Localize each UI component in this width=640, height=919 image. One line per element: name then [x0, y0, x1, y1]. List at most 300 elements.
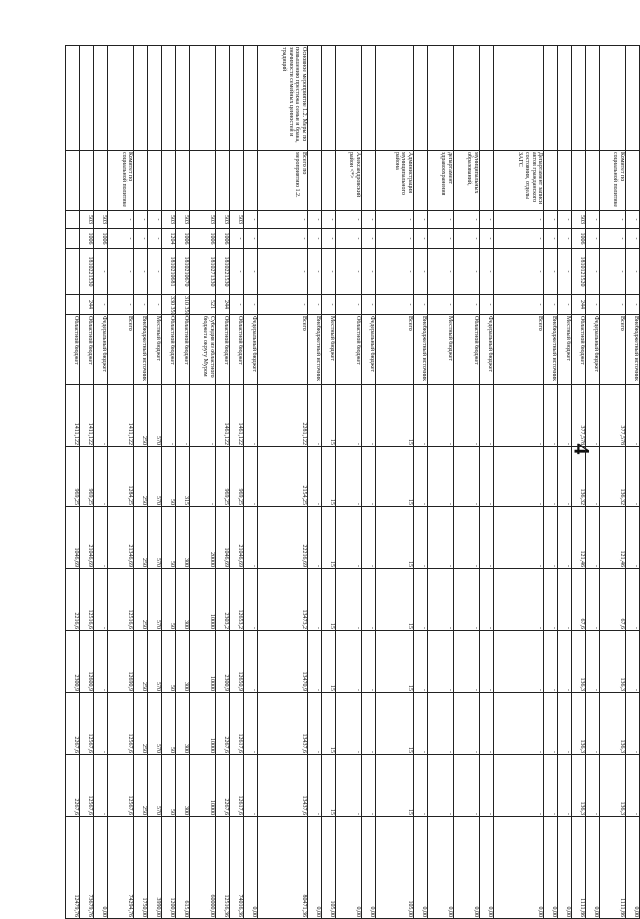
- table-cell: -: [335, 249, 361, 295]
- table-cell: -: [558, 755, 572, 817]
- table-cell: 503: [215, 211, 229, 229]
- table-cell: -: [243, 385, 257, 447]
- table-cell: -: [243, 295, 257, 315]
- table-cell: -: [94, 295, 108, 315]
- table-cell: 20000: [189, 507, 215, 569]
- table-cell: [229, 151, 243, 211]
- table-cell: Областной бюджет: [229, 315, 243, 385]
- table-cell: [175, 151, 189, 211]
- table-cell: 105,00: [321, 817, 335, 919]
- table-row: [94, 46, 108, 919]
- table-cell: -: [494, 569, 544, 631]
- table-cell: 250: [134, 755, 148, 817]
- table-cell: -: [586, 385, 600, 447]
- table-row: [454, 46, 480, 919]
- table-cell: 2216,6: [66, 569, 80, 631]
- table-cell: 1006: [94, 229, 108, 249]
- table-cell: 12653,2: [229, 569, 243, 631]
- table-row: [189, 46, 215, 919]
- table-cell: -: [189, 385, 215, 447]
- table-cell: -: [414, 755, 428, 817]
- table-cell: -: [414, 211, 428, 229]
- table-cell: -: [134, 211, 148, 229]
- table-cell: -: [361, 755, 375, 817]
- table-cell: -: [558, 385, 572, 447]
- table-cell: 503: [162, 211, 176, 229]
- table-cell: 0,00: [243, 817, 257, 919]
- table-cell: -: [335, 507, 361, 569]
- table-cell: 13437,6: [257, 693, 307, 755]
- table-cell: -: [544, 755, 558, 817]
- table-cell: 15: [321, 447, 335, 507]
- table-row: [321, 46, 335, 919]
- table-cell: -: [558, 295, 572, 315]
- table-cell: Всего: [257, 315, 307, 385]
- table-cell: -: [626, 631, 640, 693]
- table-cell: 15: [321, 569, 335, 631]
- table-cell: 503: [94, 211, 108, 229]
- table-cell: [215, 46, 229, 151]
- table-cell: -: [308, 447, 322, 507]
- table-cell: -: [414, 631, 428, 693]
- table-cell: -: [361, 249, 375, 295]
- table-cell: [544, 151, 558, 211]
- table-cell: [66, 151, 80, 211]
- table-cell: -: [427, 229, 453, 249]
- table-cell: -: [361, 385, 375, 447]
- table-cell: -: [558, 229, 572, 249]
- table-cell: 300: [175, 755, 189, 817]
- table-cell: 12516,6: [108, 569, 134, 631]
- table-cell: -: [375, 211, 413, 229]
- table-cell: 15: [321, 693, 335, 755]
- table-cell: 12650,9: [229, 631, 243, 693]
- table-cell: -: [375, 229, 413, 249]
- table-cell: -: [308, 249, 322, 295]
- table-cell: 250: [134, 447, 148, 507]
- table-cell: [66, 46, 80, 151]
- table-cell: 1006: [215, 229, 229, 249]
- table-cell: -: [600, 295, 626, 315]
- table-cell: -: [494, 693, 544, 755]
- table-cell: -: [558, 211, 572, 229]
- table-cell: 2303,2: [215, 569, 229, 631]
- table-cell: 1750,00: [134, 817, 148, 919]
- table-cell: -: [243, 693, 257, 755]
- table-cell: 136,3: [600, 755, 626, 817]
- table-cell: 15: [321, 507, 335, 569]
- table-cell: 1411,122: [66, 385, 80, 447]
- table-cell: [480, 46, 494, 151]
- table-cell: -: [427, 447, 453, 507]
- table-cell: 0,00: [558, 817, 572, 919]
- table-cell: [375, 46, 413, 151]
- table-cell: -: [600, 249, 626, 295]
- table-cell: 570: [148, 447, 162, 507]
- table-cell: 3990,00: [148, 817, 162, 919]
- table-cell: 969,25: [229, 447, 243, 507]
- table-cell: 136,3: [572, 631, 586, 693]
- table-cell: -: [361, 631, 375, 693]
- table-cell: Местный бюджет: [558, 315, 572, 385]
- table-cell: 80471,36: [257, 817, 307, 919]
- table-cell: -: [586, 229, 600, 249]
- table-cell: -: [134, 229, 148, 249]
- table-cell: -: [257, 211, 307, 229]
- table-row: [335, 46, 361, 919]
- table-cell: [308, 151, 322, 211]
- table-cell: -: [586, 295, 600, 315]
- table-cell: Всего: [494, 315, 544, 385]
- table-cell: -: [480, 385, 494, 447]
- table-cell: 136,3: [572, 755, 586, 817]
- table-cell: -: [586, 211, 600, 229]
- table-cell: Внебюджетный источник: [308, 315, 322, 385]
- table-cell: [175, 46, 189, 151]
- table-cell: [626, 151, 640, 211]
- table-cell: -: [321, 249, 335, 295]
- table-cell: -: [544, 569, 558, 631]
- table-cell: -: [454, 385, 480, 447]
- table-cell: -: [494, 211, 544, 229]
- table-cell: Федеральный бюджет: [480, 315, 494, 385]
- table-row: [572, 46, 586, 919]
- table-cell: 1204: [162, 229, 176, 249]
- table-cell: [558, 46, 572, 151]
- table-cell: 1810271330: [189, 249, 215, 295]
- table-cell: 570: [148, 569, 162, 631]
- table-cell: -: [361, 693, 375, 755]
- table-cell: 2267,6: [215, 693, 229, 755]
- table-cell: 15: [375, 507, 413, 569]
- table-cell: 0,00: [454, 817, 480, 919]
- table-cell: -: [626, 447, 640, 507]
- table-cell: 13473,2: [257, 569, 307, 631]
- table-cell: -: [148, 229, 162, 249]
- table-cell: муниципальных образований,: [454, 151, 480, 211]
- table-cell: 1006: [189, 229, 215, 249]
- table-cell: [229, 46, 243, 151]
- table-cell: -: [257, 295, 307, 315]
- table-cell: [189, 46, 215, 151]
- table-cell: -: [94, 755, 108, 817]
- table-cell: -: [427, 385, 453, 447]
- table-cell: [94, 46, 108, 151]
- table-cell: 12690,9: [108, 631, 134, 693]
- table-cell: Местный бюджет: [321, 315, 335, 385]
- table-cell: 1006: [175, 229, 189, 249]
- table-row: [308, 46, 322, 919]
- table-cell: -: [544, 385, 558, 447]
- table-cell: 15: [375, 631, 413, 693]
- table-cell: Федеральный бюджет: [361, 315, 375, 385]
- table-cell: 0,00: [361, 817, 375, 919]
- table-cell: -: [308, 295, 322, 315]
- table-cell: -: [361, 229, 375, 249]
- table-cell: -: [229, 295, 243, 315]
- table-cell: 12567,6: [80, 693, 94, 755]
- table-cell: -: [454, 693, 480, 755]
- table-row: [626, 46, 640, 919]
- table-cell: -: [335, 693, 361, 755]
- table-cell: -: [480, 507, 494, 569]
- table-row: [494, 46, 544, 919]
- table-cell: 67,6: [600, 569, 626, 631]
- table-cell: -: [454, 631, 480, 693]
- table-cell: -: [427, 693, 453, 755]
- table-row: [361, 46, 375, 919]
- table-cell: 12567,6: [108, 693, 134, 755]
- table-cell: 330 350: [162, 295, 176, 315]
- table-cell: -: [335, 229, 361, 249]
- table-cell: 15: [375, 693, 413, 755]
- table-cell: 310 350: [175, 295, 189, 315]
- table-cell: -: [626, 229, 640, 249]
- table-cell: -: [586, 447, 600, 507]
- table-cell: -: [544, 507, 558, 569]
- table-cell: -: [134, 295, 148, 315]
- table-cell: 121,46: [572, 507, 586, 569]
- table-cell: 2267,6: [66, 755, 80, 817]
- table-cell: -: [361, 211, 375, 229]
- table-cell: -: [558, 569, 572, 631]
- table-cell: -: [94, 385, 108, 447]
- table-cell: [80, 151, 94, 211]
- table-cell: 12516,36: [215, 817, 229, 919]
- table-cell: -: [414, 229, 428, 249]
- table-cell: -: [480, 211, 494, 229]
- table-cell: 969,25: [215, 447, 229, 507]
- table-cell: -: [243, 211, 257, 229]
- table-cell: -: [544, 447, 558, 507]
- table-cell: 12516,6: [80, 569, 94, 631]
- table-row: [215, 46, 229, 919]
- table-cell: -: [229, 229, 243, 249]
- table-cell: -: [414, 447, 428, 507]
- table-cell: -: [494, 229, 544, 249]
- table-cell: 503: [189, 211, 215, 229]
- table-cell: -: [586, 507, 600, 569]
- table-cell: 2267,6: [66, 693, 80, 755]
- table-cell: Областной бюджет: [454, 315, 480, 385]
- table-cell: 10000: [189, 631, 215, 693]
- table-cell: 136,3: [572, 693, 586, 755]
- table-cell: -: [414, 569, 428, 631]
- table-cell: 0,00: [544, 817, 558, 919]
- table-cell: -: [243, 507, 257, 569]
- table-cell: 10000: [189, 569, 215, 631]
- table-cell: -: [427, 295, 453, 315]
- table-cell: 1411,122: [108, 385, 134, 447]
- table-cell: [494, 46, 544, 151]
- table-cell: -: [480, 569, 494, 631]
- table-cell: 15: [375, 447, 413, 507]
- table-cell: 1200,00: [162, 817, 176, 919]
- table-cell: 2281,122: [257, 385, 307, 447]
- table-cell: -: [148, 211, 162, 229]
- table-cell: 300: [175, 569, 189, 631]
- table-cell: -: [454, 249, 480, 295]
- table-cell: -: [454, 447, 480, 507]
- table-cell: 15: [321, 755, 335, 817]
- table-cell: -: [454, 295, 480, 315]
- table-cell: 13470,9: [257, 631, 307, 693]
- table-cell: [66, 249, 80, 295]
- table-cell: -: [427, 631, 453, 693]
- table-cell: 50: [162, 755, 176, 817]
- table-cell: -: [321, 211, 335, 229]
- table-cell: Областной бюджет: [66, 315, 80, 385]
- table-cell: -: [308, 229, 322, 249]
- table-cell: 1006: [572, 229, 586, 249]
- table-row: [480, 46, 494, 919]
- table-cell: -: [626, 385, 640, 447]
- table-cell: [243, 151, 257, 211]
- table-cell: [148, 151, 162, 211]
- table-cell: 136,3: [600, 631, 626, 693]
- table-cell: Департамент записи актов гражданского состояния, отделы ЗАГС: [494, 151, 544, 211]
- table-cell: 12617,6: [229, 755, 243, 817]
- table-cell: -: [308, 211, 322, 229]
- table-cell: -: [626, 507, 640, 569]
- table-cell: -: [544, 693, 558, 755]
- table-cell: -: [335, 631, 361, 693]
- table-cell: 0,00: [494, 817, 544, 919]
- table-cell: -: [94, 569, 108, 631]
- table-cell: 50: [162, 447, 176, 507]
- table-cell: Областной бюджет: [572, 315, 586, 385]
- table-row: [175, 46, 189, 919]
- table-cell: -: [480, 295, 494, 315]
- table-cell: -: [175, 385, 189, 447]
- table-cell: 250: [134, 507, 148, 569]
- table-cell: [189, 151, 215, 211]
- table-cell: 2154,25: [257, 447, 307, 507]
- table-cell: 300: [175, 631, 189, 693]
- table-cell: -: [427, 249, 453, 295]
- table-cell: -: [558, 631, 572, 693]
- table-cell: Комитет по социальной политике: [108, 151, 134, 211]
- table-cell: 1046,69: [215, 507, 229, 569]
- table-cell: 15: [321, 385, 335, 447]
- table-cell: Федеральный бюджет: [586, 315, 600, 385]
- table-cell: 1006: [80, 229, 94, 249]
- table-cell: -: [454, 569, 480, 631]
- table-cell: 0,00: [335, 817, 361, 919]
- table-cell: -: [335, 447, 361, 507]
- table-cell: 74294,76: [108, 817, 134, 919]
- table-cell: [480, 151, 494, 211]
- table-cell: 250: [134, 385, 148, 447]
- table-cell: -: [626, 211, 640, 229]
- table-cell: -: [189, 447, 215, 507]
- table-cell: Александровский район <*>: [335, 151, 361, 211]
- table-cell: [66, 229, 80, 249]
- table-cell: -: [108, 211, 134, 229]
- table-cell: 2300,9: [66, 631, 80, 693]
- table-cell: [414, 46, 428, 151]
- rotated-table-wrapper: [65, 45, 640, 917]
- table-cell: -: [94, 631, 108, 693]
- table-cell: 300: [175, 507, 189, 569]
- table-cell: 136,3: [600, 693, 626, 755]
- table-cell: Всего по мероприятию 1.2.: [257, 151, 307, 211]
- table-cell: Федеральный бюджет: [94, 315, 108, 385]
- table-cell: 250: [134, 693, 148, 755]
- table-cell: 10000: [189, 693, 215, 755]
- table-row: [414, 46, 428, 919]
- table-cell: -: [243, 249, 257, 295]
- table-cell: 136,32: [600, 447, 626, 507]
- table-cell: -: [162, 385, 176, 447]
- table-cell: -: [626, 295, 640, 315]
- table-cell: -: [308, 385, 322, 447]
- table-cell: 1810221530: [80, 249, 94, 295]
- table-cell: 377,578: [600, 385, 626, 447]
- table-cell: 22216,69: [257, 507, 307, 569]
- table-cell: -: [361, 295, 375, 315]
- table-cell: -: [544, 211, 558, 229]
- table-cell: 377,578: [572, 385, 586, 447]
- table-cell: -: [414, 249, 428, 295]
- table-cell: 2300,9: [215, 631, 229, 693]
- table-cell: 244: [572, 295, 586, 315]
- table-cell: -: [494, 447, 544, 507]
- table-cell: -: [626, 755, 640, 817]
- table-cell: -: [544, 229, 558, 249]
- table-cell: [308, 46, 322, 151]
- table-cell: 50: [162, 507, 176, 569]
- table-cell: -: [427, 569, 453, 631]
- table-cell: -: [148, 249, 162, 295]
- table-cell: -: [480, 755, 494, 817]
- table-cell: -: [480, 447, 494, 507]
- table-cell: -: [544, 631, 558, 693]
- table-cell: -: [243, 569, 257, 631]
- table-cell: 521: [189, 295, 215, 315]
- table-cell: 1810210670: [175, 249, 189, 295]
- table-cell: -: [494, 295, 544, 315]
- table-cell: 105,00: [375, 817, 413, 919]
- table-cell: -: [108, 229, 134, 249]
- table-cell: -: [454, 229, 480, 249]
- table-cell: [544, 46, 558, 151]
- table-cell: -: [544, 249, 558, 295]
- table-cell: -: [427, 211, 453, 229]
- table-cell: [572, 46, 586, 151]
- table-cell: 969,25: [80, 447, 94, 507]
- table-cell: 0,00: [480, 817, 494, 919]
- table-cell: -: [454, 507, 480, 569]
- table-cell: [162, 46, 176, 151]
- table-cell: -: [600, 229, 626, 249]
- table-cell: -: [375, 249, 413, 295]
- table-cell: -: [494, 507, 544, 569]
- table-cell: -: [414, 507, 428, 569]
- table-cell: 121,46: [600, 507, 626, 569]
- table-cell: Всего: [108, 315, 134, 385]
- table-row: [80, 46, 94, 919]
- table-cell: 12600,9: [80, 631, 94, 693]
- table-cell: -: [108, 249, 134, 295]
- table-cell: [321, 46, 335, 151]
- table-cell: -: [335, 569, 361, 631]
- table-cell: -: [108, 295, 134, 315]
- table-row: [427, 46, 453, 919]
- table-cell: Областной бюджет: [175, 315, 189, 385]
- table-cell: -: [308, 631, 322, 693]
- table-cell: Субсидия из областного бюджета округу Муром: [189, 315, 215, 385]
